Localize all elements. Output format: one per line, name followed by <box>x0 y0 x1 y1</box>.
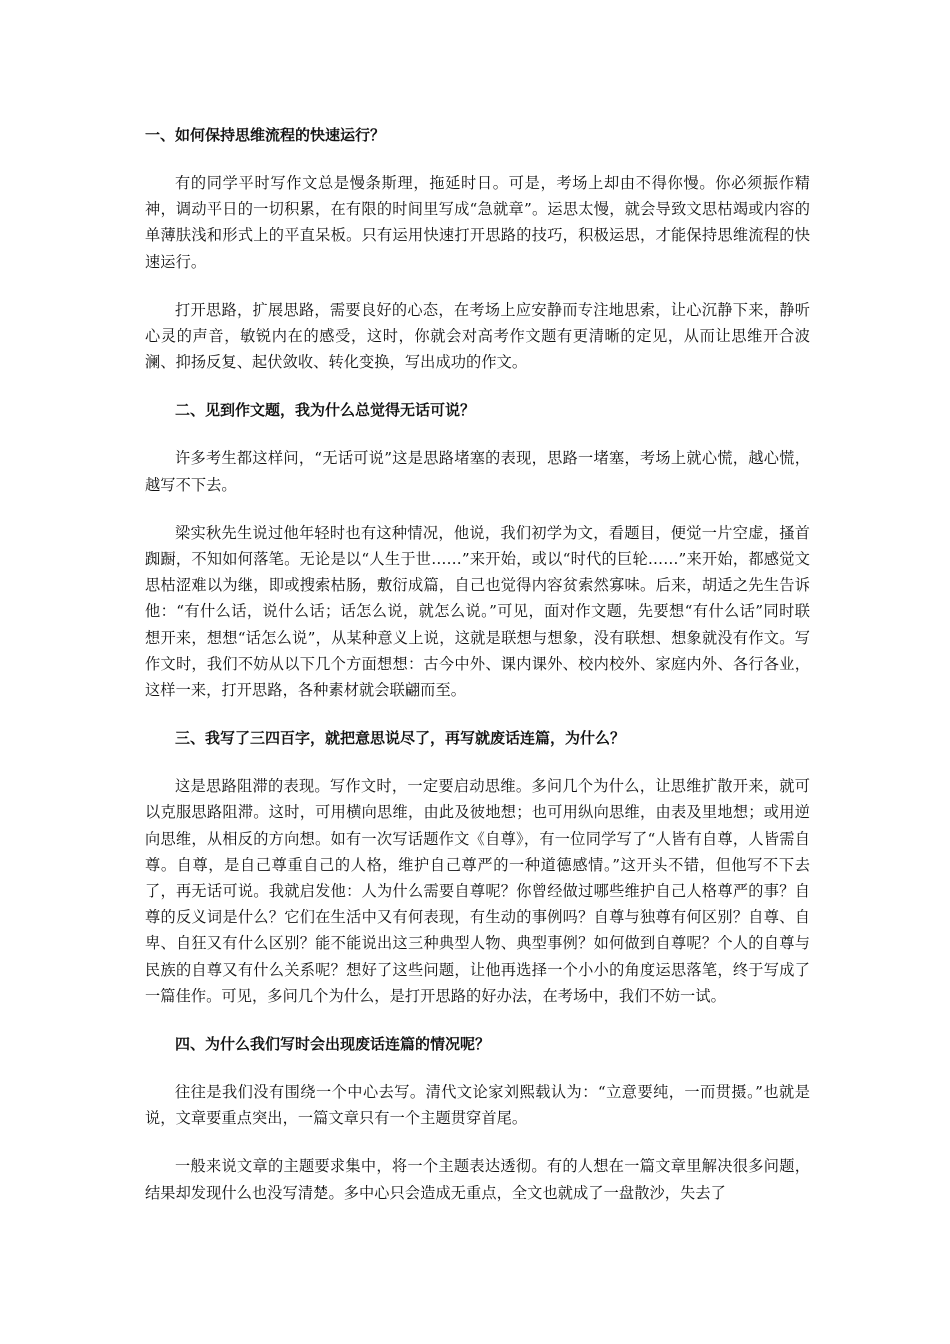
spacer <box>145 1057 810 1079</box>
section-1-paragraph-2: 打开思路，扩展思路，需要良好的心态，在考场上应安静而专注地思索，让心沉静下来，静听心灵的声音，敏锐内在的感受，这时，你就会对高考作文题有更清晰的定见，从而让思维开合波澜、抑扬反复、起伏敛收、转化变换，写出成功的作文。 <box>145 300 810 372</box>
spacer <box>145 375 810 397</box>
spacer <box>145 751 810 773</box>
section-3-paragraph-1: 这是思路阻滞的表现。写作文时，一定要启动思维。多问几个为什么，让思维扩散开来，就可以克服思路阻滞。这时，可用横向思维，由此及彼地想；也可用纵向思维，由表及里地想；或用逆向思维，从相反的方向想。如有一次写话题作文《自尊》，有一位同学写了“人皆有自尊，人皆需自尊。自尊，是自己尊重自己的人格，维护自己尊严的一种道德感情。”这开头不错，但他写不下去了，再无话可说。我就启发他：人为什么需要自尊呢？你曾经做过哪些维护自己人格尊严的事？自尊的反义词是什么？它们在生活中又有何表现，有生动的事例吗？自尊与独尊有何区别？自尊、自卑、自狂又有什么区别？能不能说出这三种典型人物、典型事例？如何做到自尊呢？个人的自尊与民族的自尊又有什么关系呢？想好了这些问题，让他再选择一个小小的角度运思落笔，终于写成了一篇佳作。可见，多问几个为什么，是打开思路的好办法，在考场中，我们不妨一试。 <box>145 777 810 1005</box>
section-2-heading: 二、见到作文题，我为什么总觉得无话可说？ <box>175 401 476 420</box>
section-1-heading: 一、如何保持思维流程的快速运行？ <box>145 126 386 144</box>
section-1-paragraph-1: 有的同学平时写作文总是慢条斯理，拖延时日。可是，考场上却由不得你慢。你必须振作精神，调动平日的一切积累，在有限的时间里写成“急就章”。运思太慢，就会导致文思枯竭或内容的单薄肤浅和形式上的平直呆板。只有运用快速打开思路的技巧，积极运思，才能保持思维流程的快速运行。 <box>145 174 810 271</box>
section-3-heading: 三、我写了三四百字，就把意思说尽了，再写就废话连篇，为什么？ <box>175 729 626 748</box>
spacer <box>145 703 810 725</box>
spacer <box>145 498 810 520</box>
spacer <box>145 148 810 170</box>
spacer <box>145 1131 810 1153</box>
section-4-heading: 四、为什么我们写时会出现废话连篇的情况呢？ <box>175 1035 491 1054</box>
spacer <box>145 423 810 445</box>
section-2-paragraph-2: 梁实秋先生说过他年轻时也有这种情况，他说，我们初学为文，看题目，便觉一片空虚，搔首踟蹰，不知如何落笔。无论是以“人生于世……”来开始，或以“时代的巨轮……”来开始，都感觉文思枯涩难以为继，即或搜索枯肠，敷衍成篇，自己也觉得内容贫索然寡味。后来，胡适之先生告诉他：“有什么话，说什么话；话怎么说，就怎么说。”可见，面对作文题，先要想“有什么话”同时联想开来，想想“话怎么说”，从某种意义上说，这就是联想与想象，没有联想、想象就没有作文。写作文时，我们不妨从以下几个方面想想：古今中外、课内课外、校内校外、家庭内外、各行各业，这样一来，打开思路，各种素材就会联翩而至。 <box>145 523 810 700</box>
spacer <box>145 1009 810 1031</box>
spacer <box>145 275 810 297</box>
section-2-paragraph-1: 许多考生都这样问，“无话可说”这是思路堵塞的表现，思路一堵塞，考场上就心慌，越心慌，越写不下去。 <box>145 449 810 494</box>
section-4-paragraph-1: 往往是我们没有围绕一个中心去写。清代文论家刘熙载认为：“立意要纯，一而贯摄。”也就是说，文章要重点突出，一篇文章只有一个主题贯穿首尾。 <box>145 1083 810 1128</box>
section-4-paragraph-2: 一般来说文章的主题要求集中，将一个主题表达透彻。有的人想在一篇文章里解决很多问题，结果却发现什么也没写清楚。多中心只会造成无重点，全文也就成了一盘散沙，失去了 <box>145 1157 810 1202</box>
